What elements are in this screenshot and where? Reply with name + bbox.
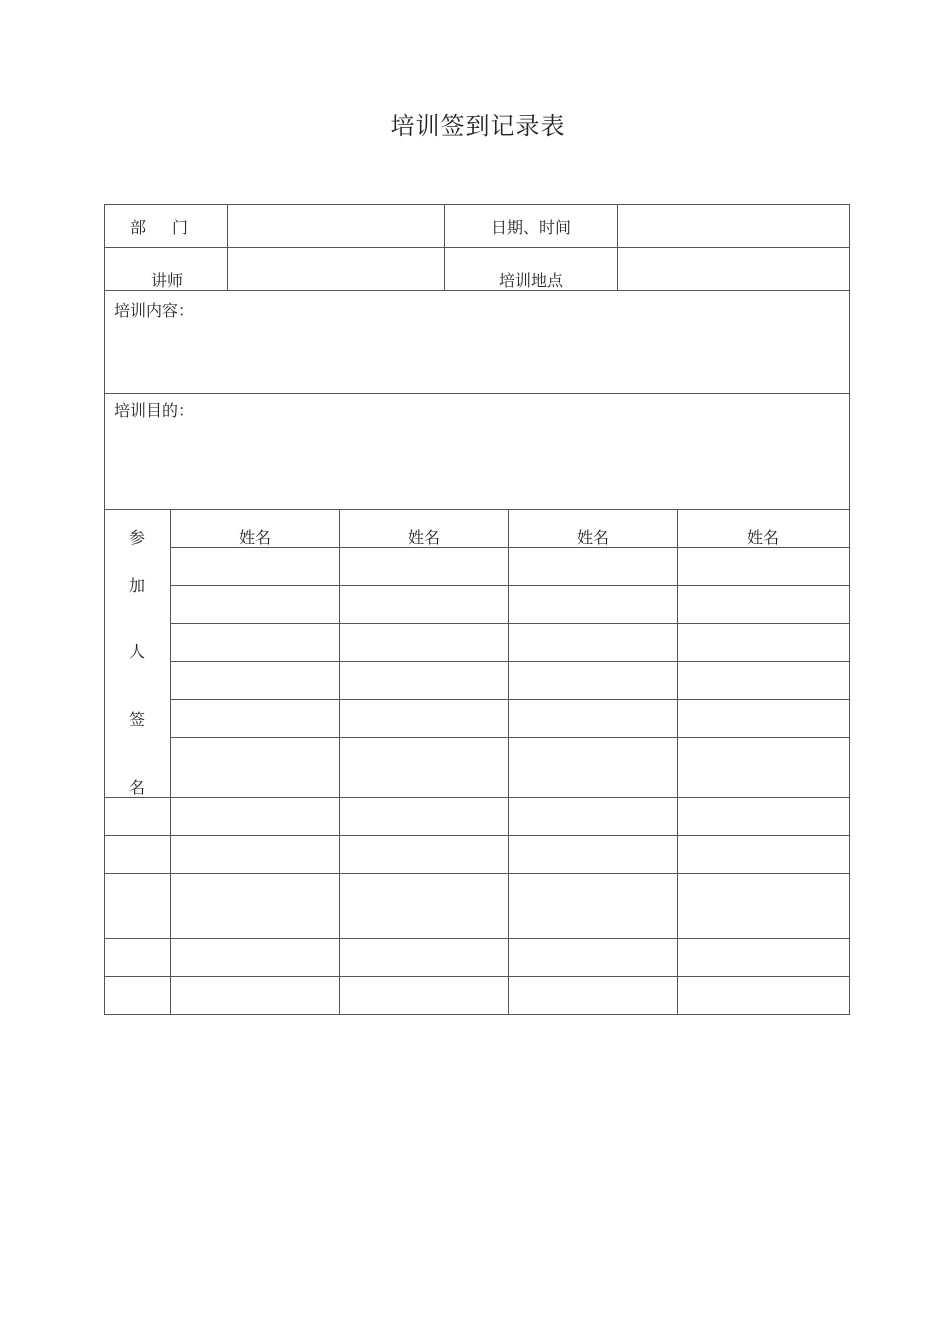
row-divider <box>104 797 850 798</box>
row-divider <box>170 547 850 548</box>
col-divider <box>508 509 509 1014</box>
col-divider <box>677 509 678 1014</box>
lecturer-label: 讲师 <box>150 271 184 290</box>
row-divider <box>104 509 850 510</box>
row-divider <box>104 393 850 394</box>
row-divider <box>170 623 850 624</box>
row-divider <box>170 737 850 738</box>
page-title: 培训签到记录表 <box>390 112 566 140</box>
signature-side-char: 签 <box>128 710 146 729</box>
row-divider <box>104 873 850 874</box>
row-divider <box>170 585 850 586</box>
name-column-header: 姓名 <box>746 528 780 547</box>
location-field[interactable] <box>618 248 849 290</box>
location-label: 培训地点 <box>498 271 564 290</box>
table-border-right <box>849 204 850 1015</box>
sign-in-form <box>104 204 850 1015</box>
datetime-label: 日期、时间 <box>490 218 572 237</box>
department-field[interactable] <box>228 205 444 247</box>
row-divider <box>104 976 850 977</box>
training-content-field[interactable] <box>105 322 849 393</box>
training-purpose-label: 培训目的： <box>114 401 195 420</box>
name-column-header: 姓名 <box>576 528 610 547</box>
row-divider <box>104 938 850 939</box>
row-divider <box>170 699 850 700</box>
name-column-header: 姓名 <box>238 528 272 547</box>
col-divider <box>444 204 445 290</box>
name-column-header: 姓名 <box>407 528 441 547</box>
signature-side-char: 加 <box>128 576 146 595</box>
datetime-field[interactable] <box>618 205 849 247</box>
signature-side-char: 人 <box>128 642 146 661</box>
signature-side-char: 参 <box>128 528 146 547</box>
lecturer-field[interactable] <box>228 248 444 290</box>
department-label: 部 <box>130 218 147 237</box>
col-divider <box>170 509 171 1014</box>
training-purpose-field[interactable] <box>105 422 849 509</box>
table-border-bottom <box>104 1014 850 1015</box>
col-divider <box>339 509 340 1014</box>
signature-side-char: 名 <box>128 778 146 797</box>
row-divider <box>104 290 850 291</box>
row-divider <box>104 835 850 836</box>
row-divider <box>170 661 850 662</box>
training-content-label: 培训内容： <box>114 301 195 320</box>
department-label-second: 门 <box>172 218 189 237</box>
